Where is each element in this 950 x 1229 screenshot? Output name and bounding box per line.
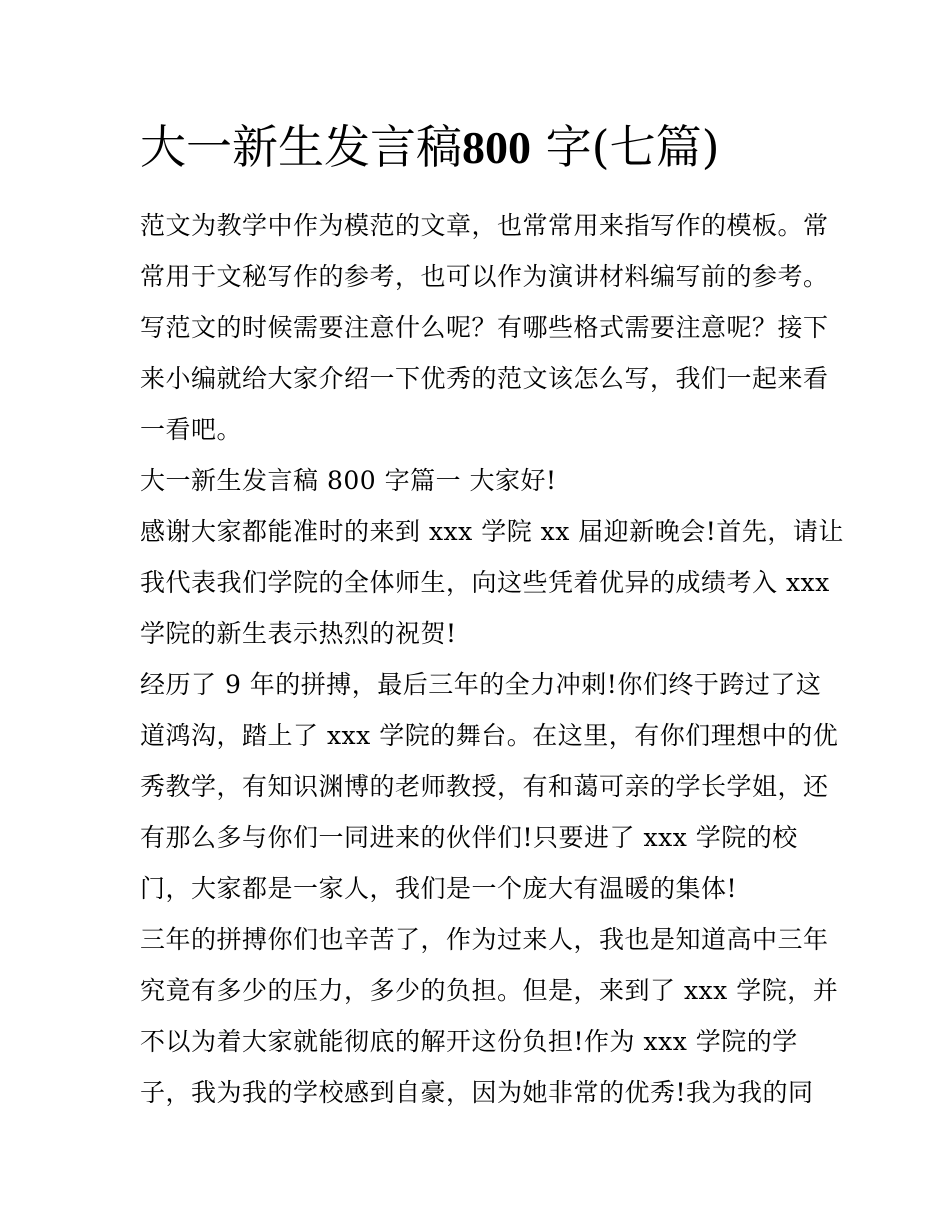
body-line: 不以为着大家就能彻底的解开这份负担!作为 xxx 学院的学 — [140, 1027, 798, 1056]
body-line: 有那么多与你们一同进来的伙伴们!只要进了 xxx 学院的校 — [140, 823, 798, 852]
body-line: 门，大家都是一家人，我们是一个庞大有温暖的集体! — [140, 874, 738, 903]
body-line: 子，我为我的学校感到自豪，因为她非常的优秀!我为我的同 — [140, 1078, 814, 1107]
page-title — [140, 112, 720, 183]
body-line: 究竟有多少的压力，多少的负担。但是，来到了 xxx 学院，并 — [140, 976, 839, 1005]
document-body — [140, 200, 844, 1118]
body-line: 范文为教学中作为模范的文章，也常常用来指写作的模板。常 — [140, 211, 829, 240]
body-line: 秀教学，有知识渊博的老师教授，有和蔼可亲的学长学姐，还 — [140, 772, 829, 801]
body-line: 学院的新生表示热烈的祝贺! — [140, 619, 457, 648]
body-line: 道鸿沟，踏上了 xxx 学院的舞台。在这里，有你们理想中的优 — [140, 721, 839, 750]
title-text-part1: 大一新生发言稿 — [140, 120, 462, 174]
body-line: 写范文的时候需要注意什么呢？有哪些格式需要注意呢？接下 — [140, 313, 829, 342]
title-number: 800 — [462, 122, 531, 173]
body-line: 感谢大家都能准时的来到 xxx 学院 xx 届迎新晚会!首先，请让 — [140, 517, 844, 546]
title-text-part2: 字(七篇) — [545, 120, 720, 174]
body-line: 经历了 9 年的拼搏，最后三年的全力冲刺!你们终于跨过了这 — [140, 670, 822, 699]
body-line: 常用于文秘写作的参考，也可以作为演讲材料编写前的参考。 — [140, 262, 829, 291]
body-line: 来小编就给大家介绍一下优秀的范文该怎么写，我们一起来看 — [140, 364, 829, 393]
body-line: 三年的拼搏你们也辛苦了，作为过来人，我也是知道高中三年 — [140, 925, 829, 954]
body-line: 我代表我们学院的全体师生，向这些凭着优异的成绩考入 xxx — [140, 568, 830, 597]
section-heading-line: 大一新生发言稿 800 字篇一 大家好! — [140, 466, 557, 495]
body-line: 一看吧。 — [140, 415, 243, 444]
